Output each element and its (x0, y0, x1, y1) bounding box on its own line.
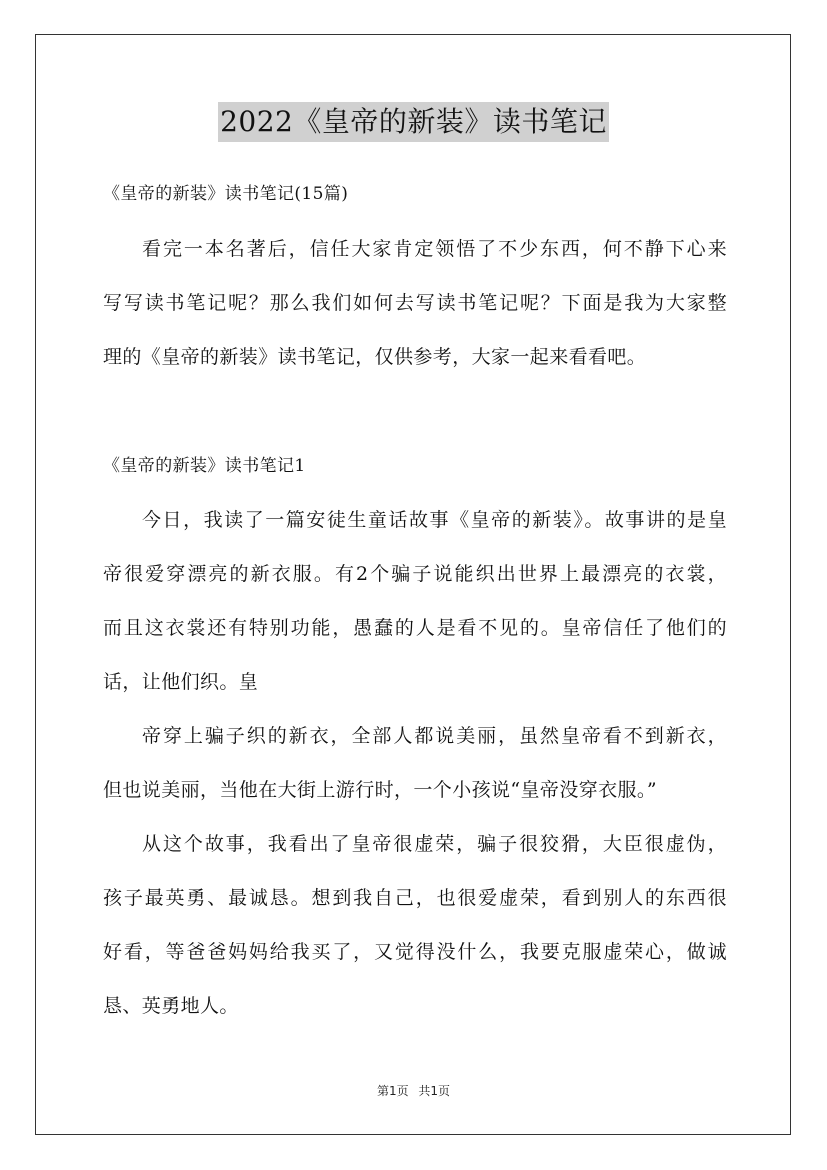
paragraph-line: 好看，等爸爸妈妈给我买了，又觉得没什么，我要克服虚荣心，做诚 (103, 941, 727, 963)
page-number: 第1页 (376, 1084, 409, 1098)
paragraph-line: 但也说美丽，当他在大街上游行时，一个小孩说“皇帝没穿衣服。” (103, 779, 657, 801)
paragraph-line: 今日，我读了一篇安徒生童话故事《皇帝的新装》。故事讲的是皇 (142, 509, 727, 531)
document-subtitle: 《皇帝的新装》读书笔记(15篇) (103, 184, 349, 204)
document-title: 2022《皇帝的新装》读书笔记 (218, 102, 609, 142)
intro-line: 看完一本名著后，信任大家肯定领悟了不少东西，何不静下心来 (142, 238, 727, 260)
paragraph-line: 恳、英勇地人。 (103, 995, 239, 1017)
page-footer (0, 1083, 827, 1099)
paragraph-line: 而且这衣裳还有特别功能，愚蠢的人是看不见的。皇帝信任了他们的 (103, 617, 727, 639)
paragraph-line: 帝很爱穿漂亮的新衣服。有2个骗子说能织出世界上最漂亮的衣裳， (103, 563, 727, 585)
intro-line: 写写读书笔记呢？那么我们如何去写读书笔记呢？下面是我为大家整 (103, 292, 727, 314)
paragraph-line: 帝穿上骗子织的新衣，全部人都说美丽，虽然皇帝看不到新衣， (142, 725, 727, 747)
intro-line: 理的《皇帝的新装》读书笔记，仅供参考，大家一起来看看吧。 (103, 346, 647, 368)
title-container (0, 102, 827, 142)
section-heading: 《皇帝的新装》读书笔记1 (103, 456, 306, 476)
paragraph-line: 从这个故事，我看出了皇帝很虚荣，骗子很狡猾，大臣很虚伪， (142, 833, 727, 855)
page-total: 共1页 (418, 1084, 451, 1098)
paragraph-line: 孩子最英勇、最诚恳。想到我自己，也很爱虚荣，看到别人的东西很 (103, 887, 727, 909)
paragraph-line: 话，让他们织。皇 (103, 671, 259, 693)
